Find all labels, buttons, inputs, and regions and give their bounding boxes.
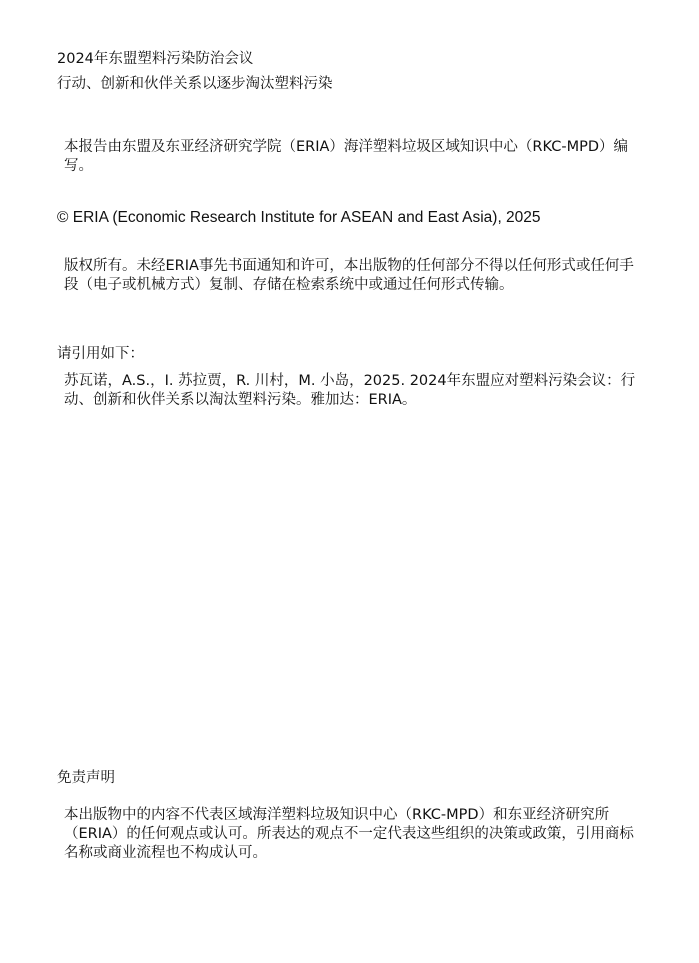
disclaimer-paragraph: 本出版物中的内容不代表区域海洋塑料垃圾知识中心（RKC-MPD）和东亚经济研究所（ERIA）的任何观点或认可。所表达的观点不一定代表这些组织的决策或政策，引用商标名称或商业流程也不构成认可。 (64, 807, 634, 861)
document-title-line-1: 2024年东盟塑料污染防治会议 (57, 51, 254, 67)
rights-paragraph: 版权所有。未经ERIA事先书面通知和许可，本出版物的任何部分不得以任何形式或任何手段（电子或机械方式）复制、存储在检索系统中或通过任何形式传输。 (64, 258, 634, 293)
citation-paragraph: 苏瓦诺，A.S.，I. 苏拉贾，R. 川村，M. 小岛，2025. 2024年东盟应对塑料污染会议：行动、创新和伙伴关系以淘汰塑料污染。雅加达：ERIA。 (64, 373, 636, 408)
document-title-line-2: 行动、创新和伙伴关系以逐步淘汰塑料污染 (57, 76, 333, 92)
citation-heading: 请引用如下： (57, 346, 144, 362)
prepared-by-paragraph: 本报告由东盟及东亚经济研究学院（ERIA）海洋塑料垃圾区域知识中心（RKC-MPD）编写。 (64, 139, 628, 174)
copyright-notice: © ERIA (Economic Research Institute for ASEAN and East Asia), 2025 (57, 209, 541, 226)
disclaimer-heading: 免责声明 (57, 770, 115, 786)
